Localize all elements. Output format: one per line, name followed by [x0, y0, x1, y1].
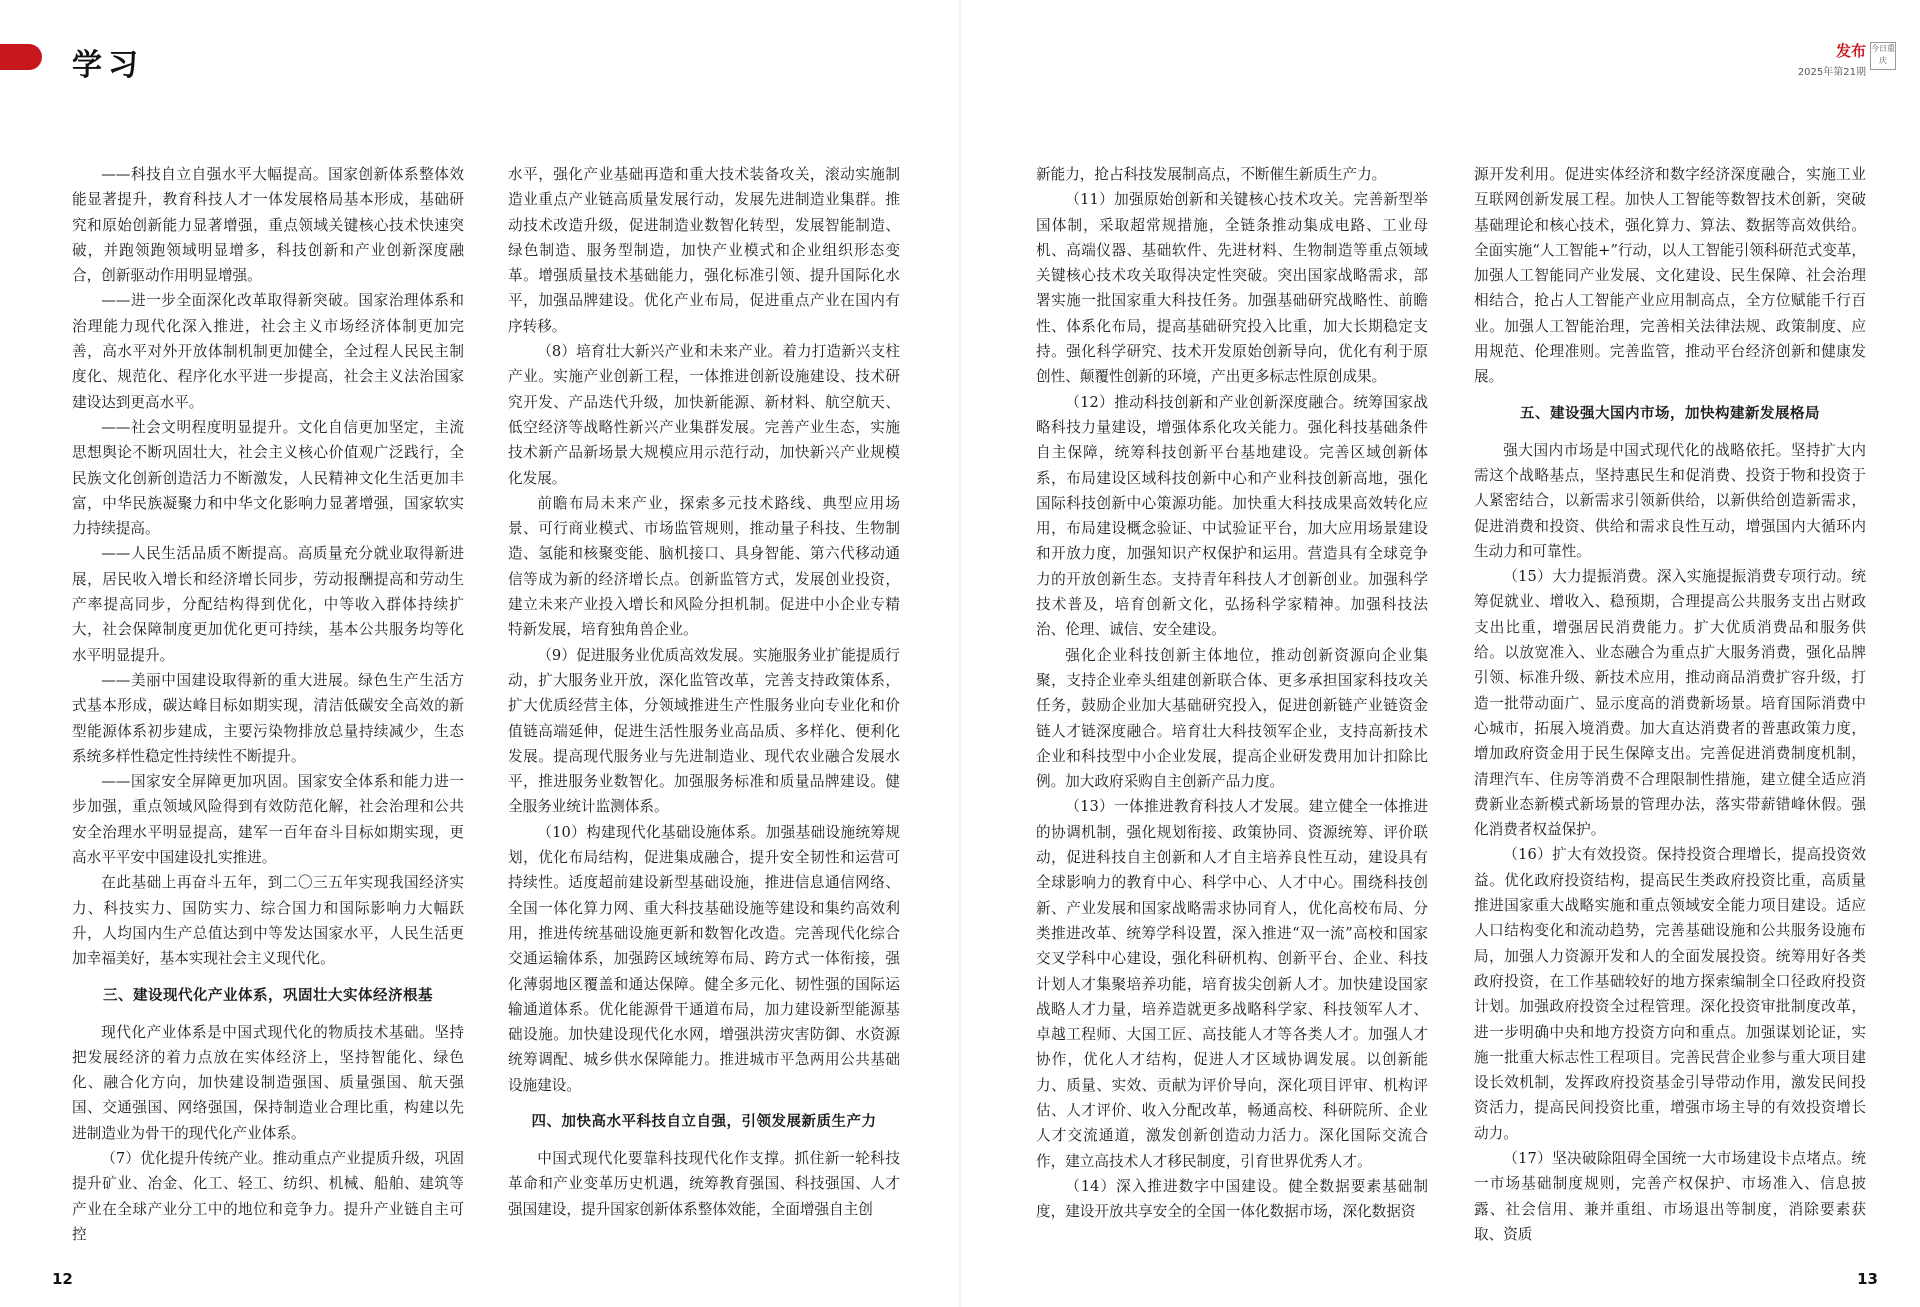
paragraph: （8）培育壮大新兴产业和未来产业。着力打造新兴支柱产业。实施产业创新工程，一体推进创新设施建设、技术研究开发、产品迭代升级，加快新能源、新材料、航空航天、低空经济等战略性新兴产业集群发展。完善产业生态，实施技术新产品新场景大规模应用示范行动，加快新兴产业规模化发展。 — [508, 343, 900, 487]
column-4 — [1474, 162, 1866, 1247]
column-3 — [1036, 162, 1428, 1224]
paragraph: 现代化产业体系是中国式现代化的物质技术基础。坚持把发展经济的着力点放在实体经济上，坚持智能化、绿色化、融合化方向，加快建设制造强国、质量强国、航天强国、交通强国、网络强国，保持制造业合理比重，构建以先进制造业为骨干的现代化产业体系。 — [72, 1023, 464, 1142]
paragraph: 源开发利用。促进实体经济和数字经济深度融合，实施工业互联网创新发展工程。加快人工智能等数智技术创新，突破基础理论和核心技术，强化算力、算法、数据等高效供给。全面实施“人工智能+”行动，以人工智能引领科研范式变革，加强人工智能同产业发展、文化建设、民生保障、社会治理相结合，抢占人工智能产业应用制高点，全方位赋能千行百业。加强人工智能治理，完善相关法律法规、政策制度、应用规范、伦理准则。完善监管，推动平台经济创新和健康发展。 — [1474, 166, 1866, 386]
page-number-left: 12 — [52, 1270, 73, 1288]
paragraph: （14）深入推进数字中国建设。健全数据要素基础制度，建设开放共享安全的全国一体化数据市场，深化数据资 — [1036, 1177, 1428, 1221]
paragraph: （10）构建现代化基础设施体系。加强基础设施统筹规划，优化布局结构，促进集成融合，提升安全韧性和运营可持续性。适度超前建设新型基础设施，推进信息通信网络、全国一体化算力网、重大科技基础设施等建设和集约高效利用，推进传统基础设施更新和数智化改造。完善现代化综合交通运输体系，加强跨区域统筹布局、跨方式一体衔接，强化薄弱地区覆盖和通达保障。健全多元化、韧性强的国际运输通道体系。优化能源骨干通道布局，加力建设新型能源基础设施。加快建设现代化水网，增强洪涝灾害防御、水资源统筹调配、城乡供水保障能力。推进城市平急两用公共基础设施建设。 — [508, 823, 900, 1094]
column-2 — [508, 162, 900, 1222]
paragraph: 强化企业科技创新主体地位，推动创新资源向企业集聚，支持企业牵头组建创新联合体、更多承担国家科技攻关任务，鼓励企业加大基础研究投入，促进创新链产业链资金链人才链深度融合。培育壮大科技领军企业，支持高新技术企业和科技型中小企业发展，提高企业研发费用加计扣除比例。加大政府采购自主创新产品力度。 — [1036, 646, 1428, 791]
paragraph: 中国式现代化要靠科技现代化作支撑。抓住新一轮科技革命和产业变革历史机遇，统筹教育强国、科技强国、人才强国建设，提升国家创新体系整体效能，全面增强自主创 — [508, 1149, 900, 1218]
section-heading-4: 四、加快高水平科技自立自强，引领发展新质生产力 — [531, 1113, 877, 1130]
paragraph: （16）扩大有效投资。保持投资合理增长，提高投资效益。优化政府投资结构，提高民生类政府投资比重，高质量推进国家重大战略实施和重点领域安全能力项目建设。适应人口结构变化和流动趋势，完善基础设施和公共服务设施布局，加强人力资源开发和人的全面发展投资。统筹用好各类政府投资，在工作基础较好的地方探索编制全口径政府投资计划。加强政府投资全过程管理。深化投资审批制度改革，进一步明确中央和地方投资方向和重点。加强谋划论证，实施一批重大标志性工程项目。完善民营企业参与重大项目建设长效机制，发挥政府投资基金引导带动作用，激发民间投资活力，提高民间投资比重，增强市场主导的有效投资增长动力。 — [1474, 846, 1866, 1142]
paragraph: 在此基础上再奋斗五年，到二〇三五年实现我国经济实力、科技实力、国防实力、综合国力和国际影响力大幅跃升，人均国内生产总值达到中等发达国家水平，人民生活更加幸福美好，基本实现社会主义现代化。 — [72, 874, 464, 968]
paragraph: （7）优化提升传统产业。推动重点产业提质升级，巩固提升矿业、冶金、化工、轻工、纺织、机械、船舶、建筑等产业在全球产业分工中的地位和竞争力。提升产业链自主可控 — [72, 1149, 464, 1243]
paragraph: 新能力，抢占科技发展制高点，不断催生新质生产力。 — [1036, 166, 1387, 183]
section-heading-5: 五、建设强大国内市场，加快构建新发展格局 — [1520, 405, 1820, 422]
paragraph: （12）推动科技创新和产业创新深度融合。统筹国家战略科技力量建设，增强体系化攻关能力。强化科技基础条件自主保障，统筹科技创新平台基地建设。完善区域创新体系，布局建设区域科技创新中心和产业科技创新高地，强化国际科技创新中心策源功能。加快重大科技成果高效转化应用，布局建设概念验证、中试验证平台，加大应用场景建设和开放力度，加强知识产权保护和运用。营造具有全球竞争力的开放创新生态。支持青年科技人才创新创业。加强科学技术普及，培育创新文化，弘扬科学家精神。加强科技法治、伦理、诚信、安全建设。 — [1036, 393, 1428, 639]
paragraph: ——社会文明程度明显提升。文化自信更加坚定，主流思想舆论不断巩固壮大，社会主义核心价值观广泛践行，全民族文化创新创造活力不断激发，人民精神文化生活更加丰富，中华民族凝聚力和中华文化影响力显著增强，国家软实力持续提高。 — [72, 418, 464, 538]
section-heading-3: 三、建设现代化产业体系，巩固壮大实体经济根基 — [103, 987, 433, 1004]
paragraph: ——人民生活品质不断提高。高质量充分就业取得新进展，居民收入增长和经济增长同步，劳动报酬提高和劳动生产率提高同步，分配结构得到优化，中等收入群体持续扩大，社会保障制度更加优化更可持续，基本公共服务均等化水平明显提升。 — [72, 545, 464, 664]
paragraph: 前瞻布局未来产业，探索多元技术路线、典型应用场景、可行商业模式、市场监管规则，推动量子科技、生物制造、氢能和核聚变能、脑机接口、具身智能、第六代移动通信等成为新的经济增长点。创新监管方式，发展创业投资，建立未来产业投入增长和风险分担机制。促进中小企业专精特新发展，培育独角兽企业。 — [508, 494, 900, 639]
paragraph: （11）加强原始创新和关键核心技术攻关。完善新型举国体制，采取超常规措施，全链条推动集成电路、工业母机、高端仪器、基础软件、先进材料、生物制造等重点领域关键核心技术攻关取得决定性突破。突出国家战略需求，部署实施一批国家重大科技任务。加强基础研究战略性、前瞻性、体系化布局，提高基础研究投入比重，加大长期稳定支持。强化科学研究、技术开发原始创新导向，优化有利于原创性、颠覆性创新的环境，产出更多标志性原创成果。 — [1036, 191, 1428, 386]
publication-logo: 今日重庆 — [1870, 42, 1896, 70]
paragraph: ——国家安全屏障更加巩固。国家安全体系和能力进一步加强，重点领域风险得到有效防范化解，社会治理和公共安全治理水平明显提高，建军一百年奋斗目标如期实现，更高水平平安中国建设扎实推进。 — [72, 773, 464, 867]
section-title: 学习 — [72, 48, 144, 83]
paragraph: ——科技自立自强水平大幅提高。国家创新体系整体效能显著提升，教育科技人才一体发展格局基本形成，基础研究和原始创新能力显著增强，重点领域关键核心技术快速突破，并跑领跑领域明显增多，科技创新和产业创新深度融合，创新驱动作用明显增强。 — [72, 166, 464, 285]
paragraph: ——进一步全面深化改革取得新突破。国家治理体系和治理能力现代化深入推进，社会主义市场经济体制更加完善，高水平对外开放体制机制更加健全，全过程人民民主制度化、规范化、程序化水平进一步提高，社会主义法治国家建设达到更高水平。 — [72, 292, 464, 411]
paragraph: ——美丽中国建设取得新的重大进展。绿色生产生活方式基本形成，碳达峰目标如期实现，清洁低碳安全高效的新型能源体系初步建成，主要污染物排放总量持续减少，生态系统多样性稳定性持续性不断提升。 — [72, 671, 464, 765]
column-1 — [72, 162, 464, 1247]
masthead — [1798, 40, 1866, 78]
issue-number: 2025年第21期 — [1797, 67, 1866, 78]
paragraph: （9）促进服务业优质高效发展。实施服务业扩能提质行动，扩大服务业开放，深化监管改革，完善支持政策体系，扩大优质经营主体，分领域推进生产性服务业向专业化和价值链高端延伸，促进生活性服务业高品质、多样化、便利化发展。提高现代服务业与先进制造业、现代农业融合发展水平，推进服务业数智化。加强服务标准和质量品牌建设。健全服务业统计监测体系。 — [508, 646, 900, 816]
paragraph: （15）大力提振消费。深入实施提振消费专项行动。统筹促就业、增收入、稳预期，合理提高公共服务支出占财政支出比重，增强居民消费能力。扩大优质消费品和服务供给。以放宽准入、业态融合为重点扩大服务消费，强化品牌引领、标准升级、新技术应用，推动商品消费扩容升级，打造一批带动面广、显示度高的消费新场景。培育国际消费中心城市，拓展入境消费。加大直达消费者的普惠政策力度，增加政府资金用于民生保障支出。完善促进消费制度机制，清理汽车、住房等消费不合理限制性措施，建立健全适应消费新业态新模式新场景的管理办法，落实带薪错峰休假。强化消费者权益保护。 — [1474, 568, 1866, 839]
brand-name: 发布 — [1835, 42, 1866, 60]
page-number-right: 13 — [1857, 1270, 1878, 1288]
page-gutter — [958, 0, 962, 1307]
paragraph: （13）一体推进教育科技人才发展。建立健全一体推进的协调机制，强化规划衔接、政策协同、资源统筹、评价联动，促进科技自主创新和人才自主培养良性互动，建设具有全球影响力的教育中心、科学中心、人才中心。围绕科技创新、产业发展和国家战略需求协同育人，优化高校布局、分类推进改革、统筹学科设置，深入推进“双一流”高校和国家交叉学科中心建设，强化科研机构、创新平台、企业、科技计划人才集聚培养功能，培育拔尖创新人才。加快建设国家战略人才力量，培养造就更多战略科学家、科技领军人才、卓越工程师、大国工匠、高技能人才等各类人才。加强人才协作，优化人才结构，促进人才区域协调发展。以创新能力、质量、实效、贡献为评价导向，深化项目评审、机构评估、人才评价、收入分配改革，畅通高校、科研院所、企业人才交流通道，激发创新创造动力活力。深化国际交流合作，建立高技术人才移民制度，引育世界优秀人才。 — [1036, 798, 1428, 1170]
section-marker — [0, 44, 42, 70]
paragraph: （17）坚决破除阻碍全国统一大市场建设卡点堵点。统一市场基础制度规则，完善产权保护、市场准入、信息披露、社会信用、兼并重组、市场退出等制度，消除要素获取、资质 — [1474, 1149, 1866, 1243]
paragraph: 强大国内市场是中国式现代化的战略依托。坚持扩大内需这个战略基点，坚持惠民生和促消费、投资于物和投资于人紧密结合，以新需求引领新供给，以新供给创造新需求，促进消费和投资、供给和需求良性互动，增强国内大循环内生动力和可靠性。 — [1474, 441, 1866, 560]
paragraph: 水平，强化产业基础再造和重大技术装备攻关，滚动实施制造业重点产业链高质量发展行动，发展先进制造业集群。推动技术改造升级，促进制造业数智化转型，发展智能制造、绿色制造、服务型制造，加快产业模式和企业组织形态变革。增强质量技术基础能力，强化标准引领、提升国际化水平，加强品牌建设。优化产业布局，促进重点产业在国内有序转移。 — [508, 166, 900, 335]
